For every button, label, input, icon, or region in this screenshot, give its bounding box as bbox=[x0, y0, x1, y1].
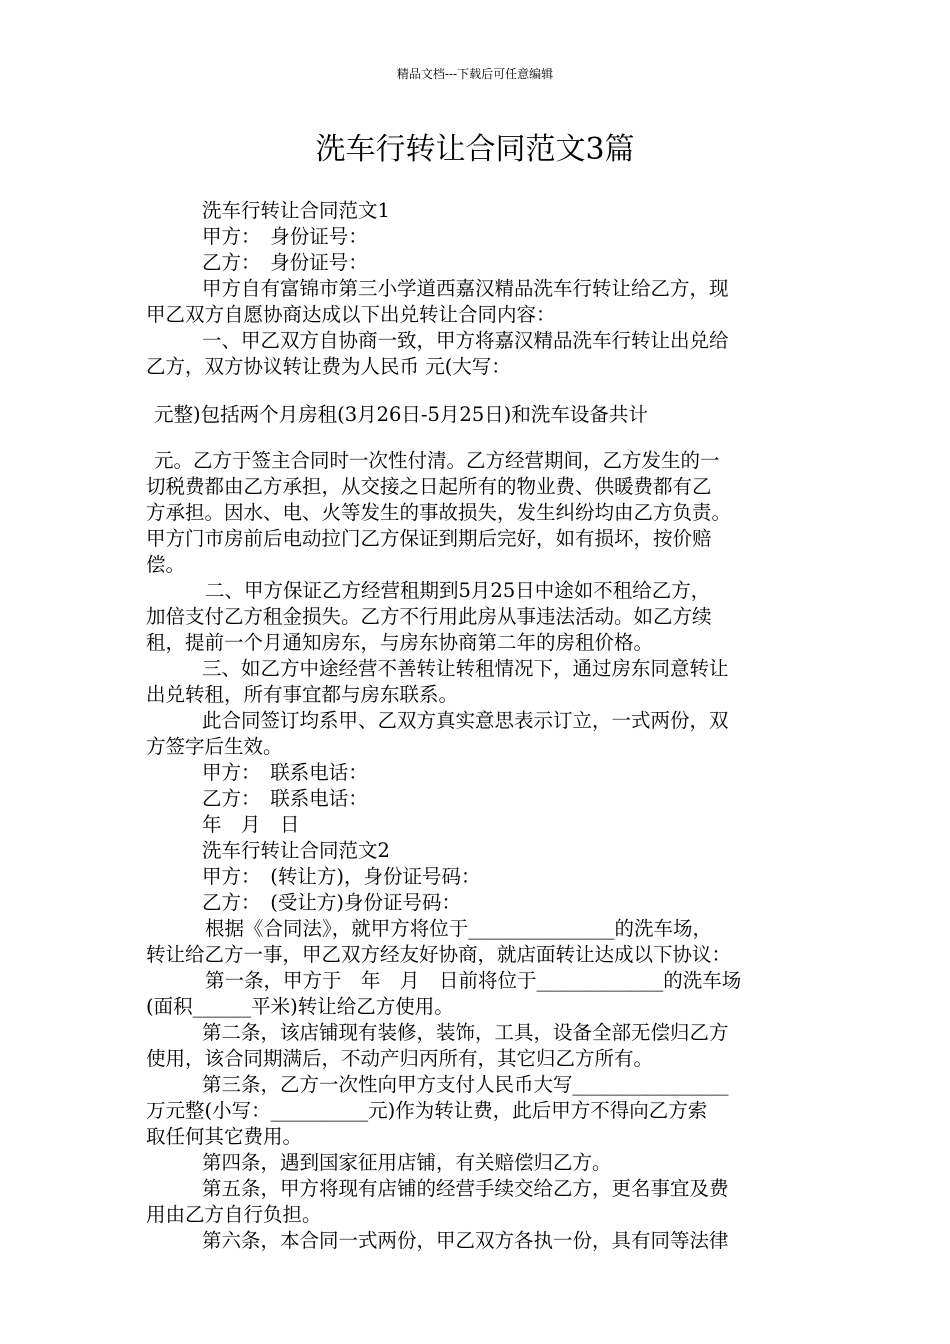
paragraph-line: 二、甲方保证乙方经营租期到5月25日中途如不租给乙方， bbox=[205, 579, 711, 602]
paragraph-line: 根据《合同法》，就甲方将位于_______________的洗车场， bbox=[205, 917, 713, 940]
paragraph-line: 加倍支付乙方租金损失。乙方不行用此房从事违法活动。如乙方续 bbox=[146, 605, 712, 628]
clause-line: 第一条，甲方于 年 月 日前将位于_____________的洗车场 bbox=[205, 969, 742, 992]
clause-line: 第二条，该店铺现有装修，装饰，工具，设备全部无偿归乙方 bbox=[202, 1021, 729, 1044]
paragraph-line: 乙方，双方协议转让费为人民币 元(大写： bbox=[146, 355, 511, 378]
paragraph-line: 元。乙方于签主合同时一次性付清。乙方经营期间，乙方发生的一 bbox=[154, 449, 720, 472]
clause-line: 第五条，甲方将现有店铺的经营手续交给乙方，更名事宜及费 bbox=[202, 1177, 729, 1200]
paragraph-line: 甲方自有富锦市第三小学道西嘉汉精品洗车行转让给乙方，现 bbox=[202, 277, 729, 300]
clause-line: (面积______平米)转让给乙方使用。 bbox=[146, 995, 454, 1018]
party-a-id-line: 甲方： 身份证号： bbox=[202, 225, 368, 248]
party-b-id-line: 乙方： (受让方)身份证号码： bbox=[202, 891, 461, 914]
clause-line: 第三条，乙方一次性向甲方支付人民币大写________________ bbox=[202, 1073, 729, 1096]
paragraph-line: 切税费都由乙方承担，从交接之日起所有的物业费、供暖费都有乙 bbox=[146, 475, 712, 498]
paragraph-line: 转让给乙方一事，甲乙双方经友好协商，就店面转让达成以下协议： bbox=[146, 943, 732, 966]
clause-line: 使用，该合同期满后，不动产归丙所有，其它归乙方所有。 bbox=[146, 1047, 654, 1070]
header-note: 精品文档---下载后可任意编辑 bbox=[396, 67, 554, 81]
paragraph-line: 一、甲乙双方自协商一致，甲方将嘉汉精品洗车行转让出兑给 bbox=[202, 329, 729, 352]
party-b-id-line: 乙方： 身份证号： bbox=[202, 251, 368, 274]
section-heading-2: 洗车行转让合同范文2 bbox=[202, 839, 390, 862]
paragraph-line: 出兑转租，所有事宜都与房东联系。 bbox=[146, 683, 459, 706]
section-heading-1: 洗车行转让合同范文1 bbox=[202, 199, 390, 222]
paragraph-line: 甲方门市房前后电动拉门乙方保证到期后完好，如有损坏，按价赔 bbox=[146, 527, 712, 550]
party-a-id-line: 甲方： (转让方)，身份证号码： bbox=[202, 865, 481, 888]
paragraph-line: 租，提前一个月通知房东，与房东协商第二年的房租价格。 bbox=[146, 631, 654, 654]
paragraph-line: 元整)包括两个月房租(3月26日-5月25日)和洗车设备共计 bbox=[154, 403, 648, 426]
paragraph-line: 偿。 bbox=[146, 553, 186, 576]
clause-line: 第四条，遇到国家征用店铺，有关赔偿归乙方。 bbox=[202, 1151, 612, 1174]
paragraph-line: 方承担。因水、电、火等发生的事故损失，发生纠纷均由乙方负责。 bbox=[146, 501, 732, 524]
party-b-phone-line: 乙方： 联系电话： bbox=[202, 787, 368, 810]
clause-line: 用由乙方自行负担。 bbox=[146, 1203, 322, 1226]
paragraph-line: 甲乙双方自愿协商达成以下出兑转让合同内容： bbox=[146, 303, 556, 326]
paragraph-line: 此合同签订均系甲、乙双方真实意思表示订立，一式两份，双 bbox=[202, 709, 729, 732]
document-title: 洗车行转让合同范文3篇 bbox=[315, 132, 635, 167]
paragraph-line: 方签字后生效。 bbox=[146, 735, 283, 758]
clause-line: 万元整(小写：__________元)作为转让费，此后甲方不得向乙方索 bbox=[146, 1099, 708, 1122]
clause-line: 第六条，本合同一式两份，甲乙双方各执一份，具有同等法律 bbox=[202, 1229, 729, 1252]
clause-line: 取任何其它费用。 bbox=[146, 1125, 303, 1148]
document-body bbox=[146, 198, 806, 1254]
party-a-phone-line: 甲方： 联系电话： bbox=[202, 761, 368, 784]
date-line: 年 月 日 bbox=[202, 813, 300, 836]
paragraph-line: 三、如乙方中途经营不善转让转租情况下，通过房东同意转让 bbox=[202, 657, 729, 680]
